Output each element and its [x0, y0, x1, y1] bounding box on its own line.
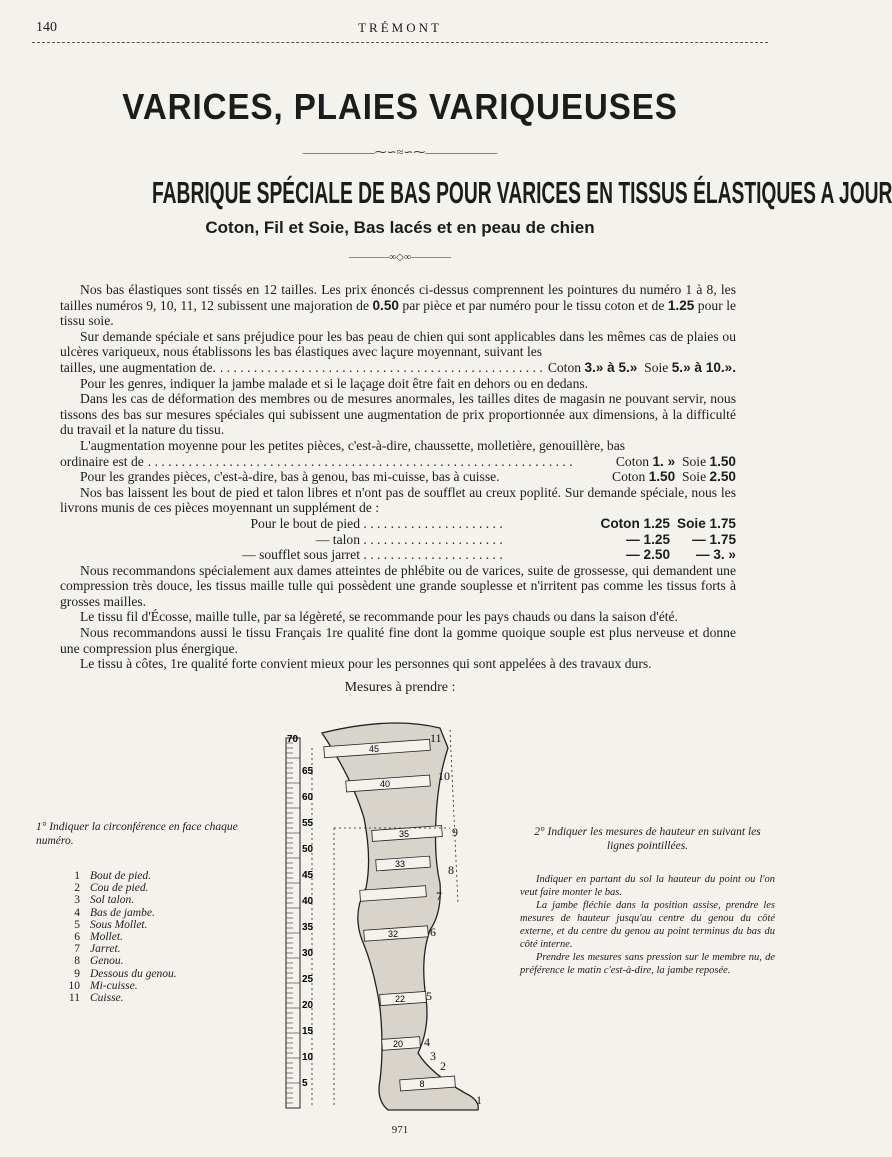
body-text — [60, 282, 736, 672]
running-title: TRÉMONT — [358, 20, 442, 35]
leg-number: 3 — [430, 1049, 436, 1063]
price-row-large: Pour les grandes pièces, c'est-à-dire, bas à genou, bas mi-cuisse, bas à cuisse. Coton 1.50 Soie 2.50 — [80, 469, 736, 485]
supplement-row: — soufflet sous jarret . . . . . . . . . . . . . . . . . . . . . — 2.50 — 3. » — [242, 547, 736, 563]
legend-item — [64, 907, 177, 919]
legend-number: 2 — [74, 882, 80, 895]
right-instructions: Indiquer en partant du sol la hauteur du point ou l'on veut faire monter le bas. La jambe fléchie dans la position assise, prendre les mesures de hauteur jusqu'au centre du genou du côté externe, et du centre du genou au point terminus du bas du côté interne. Prendre les mesures sans pression sur le membre nu, de préférence le matin c'est-à-dire, la jambe reposée. — [520, 874, 775, 976]
band-label: 22 — [395, 994, 406, 1004]
band-label: 20 — [393, 1039, 404, 1049]
legend-number: 8 — [74, 955, 80, 968]
ruler-label: 40 — [302, 896, 314, 907]
legend-text: Cou de pied. — [90, 882, 149, 895]
band-label: 32 — [388, 929, 399, 939]
ruler-label: 35 — [302, 922, 314, 933]
ruler-label: 50 — [302, 844, 314, 855]
legend-item — [64, 931, 177, 943]
legend-number: 11 — [68, 992, 80, 1005]
leg-number: 6 — [430, 925, 436, 939]
ruler-label: 70 — [287, 734, 299, 745]
legend-number: 7 — [74, 943, 80, 956]
leg-number: 4 — [424, 1035, 430, 1049]
paragraph-sizes: Nos bas élastiques sont tissés en 12 tailles. Les prix énoncés ci-dessus comprennent les pointures du numéro 1 à 8, les tailles numéros 9, 10, 11, 12 subissent une majoration de 0.50 par pièce et par numéro pour le tissu coton et de 1.25 pour le tissu soie. — [60, 282, 737, 329]
ruler-label: 10 — [302, 1052, 314, 1063]
legend-item — [64, 894, 177, 906]
paragraph-supplement: Nos bas laissent les bout de pied et talon libres et n'ont pas de soufflet au creux poplité. Sur demande spéciale, nous les livrons munis de ces pièces moyennant un supplément de : — [60, 484, 736, 516]
measures-title: Mesures à prendre : — [344, 680, 456, 695]
legend-item — [64, 955, 177, 967]
ruler-label: 25 — [302, 974, 314, 985]
legend-text: Mi-cuisse. — [90, 979, 138, 992]
legend-number: 5 — [74, 918, 80, 931]
legend-text: Mollet. — [90, 931, 123, 944]
band-label: 40 — [380, 779, 391, 789]
ruler-label: 15 — [302, 1026, 314, 1037]
ruler-label: 60 — [302, 792, 314, 803]
legend-text: Jarret. — [90, 943, 121, 956]
paragraph-augmentation: L'augmentation moyenne pour les petites pièces, c'est-à-dire, chaussette, molletière, genouillère, bas — [80, 437, 626, 453]
supplement-row: Pour le bout de pied . . . . . . . . . . . . . . . . . . . . . Coton 1.25 Soie 1.75 — [250, 515, 736, 531]
legend-item — [64, 968, 177, 980]
figure-number: 971 — [391, 1124, 409, 1136]
measure-legend — [64, 870, 177, 1004]
legend-text: Sol talon. — [90, 894, 135, 907]
ruler-label: 20 — [302, 1000, 314, 1011]
page-title: VARICES, PLAIES VARIQUEUSES — [122, 86, 678, 127]
leg-number: 9 — [452, 825, 458, 839]
band-label: 33 — [395, 859, 406, 869]
legend-number: 9 — [74, 967, 80, 980]
paragraph-recommend: Nous recommandons spécialement aux dames atteintes de phlébite ou de varices, suite de grossesse, qui demandent une compression très douce, les tissus maille tulle qui possèdent une grande souplesse et n'irritent pas comme les tissus forts à grosses mailles. — [60, 562, 736, 609]
legend-number: 10 — [68, 979, 80, 992]
legend-number: 1 — [74, 870, 80, 882]
leg-number: 10 — [438, 769, 450, 783]
legend-item — [64, 980, 177, 992]
paragraph-ecosse: Le tissu fil d'Écosse, maille tulle, par sa légèreté, se recommande pour les pays chauds ou dans la saison d'été. — [80, 609, 678, 625]
materials-line: Coton, Fil et Soie, Bas lacés et en peau de chien — [205, 218, 595, 237]
price-row-small: ordinaire est de . . . . . . . . . . . . . . . . . . . . . . . . . . . . . . . . . . . . . . . . . . . . . . . . . . . . . . . . . . . . . . . Coton 1. » Soie 1.50 — [60, 453, 736, 469]
ruler-label: 45 — [302, 870, 314, 881]
ruler-label: 65 — [302, 766, 314, 777]
paragraph-lacing: Sur demande spéciale et sans préjudice pour les bas peau de chien qui sont applicables dans les mêmes cas de plaies ou ulcères variqueux, nous établissons les bas élastiques avec laçure moyennant, suivant les — [60, 328, 736, 360]
ruler-label: 55 — [302, 818, 314, 829]
header-rule — [32, 42, 768, 43]
left-note: 1° Indiquer la circonférence en face chaque numéro. — [36, 821, 238, 847]
legend-number: 4 — [74, 906, 80, 919]
legend-text: Bas de jambe. — [90, 906, 155, 919]
leg-number: 1 — [476, 1093, 482, 1107]
ruler-label: 5 — [302, 1078, 308, 1089]
leg-number: 8 — [448, 863, 454, 877]
leg-number: 7 — [436, 889, 442, 903]
legend-item — [64, 870, 177, 882]
legend-item — [64, 919, 177, 931]
leg-measurement-figure — [280, 708, 490, 1113]
legend-text: Cuisse. — [90, 992, 124, 1005]
right-note: 2° Indiquer les mesures de hauteur en suivant les lignes pointillées. — [534, 826, 761, 852]
paragraph-francais: Nous recommandons aussi le tissu Français 1re qualité fine dont la gomme quoique souple est plus nerveuse et donne une compression plus énergique. — [60, 625, 736, 656]
legend-number: 3 — [74, 894, 80, 907]
legend-item — [64, 882, 177, 894]
band-label: 8 — [419, 1079, 425, 1089]
paragraph-genres: Pour les genres, indiquer la jambe malade et si le laçage doit être fait en dehors ou en dedans. — [80, 375, 589, 391]
legend-text: Dessous du genou. — [90, 967, 177, 980]
leg-number: 11 — [430, 731, 442, 745]
legend-number: 6 — [74, 931, 80, 944]
legend-item — [64, 992, 177, 1004]
legend-text: Bout de pied. — [90, 870, 151, 882]
paragraph-deformation: Dans les cas de déformation des membres ou de mesures anormales, les tailles dites de magasin ne pouvant servir, nous tissons des bas sur mesures spéciales qui subissent une augmentation de prix proportionnée aux dimensions, à la difficulté du travail et la nature du tissu. — [60, 391, 736, 438]
supplement-row: — talon . . . . . . . . . . . . . . . . . . . . . — 1.25 — 1.75 — [315, 531, 736, 547]
ornament-divider: ——————⁓∽≈∽⁓—————— — [302, 145, 498, 159]
subtitle: FABRIQUE SPÉCIALE DE BAS POUR VARICES EN TISSUS ÉLASTIQUES A JOUR — [152, 175, 892, 210]
page-number: 140 — [36, 20, 57, 35]
legend-text: Sous Mollet. — [90, 918, 148, 931]
leg-number: 5 — [426, 989, 432, 1003]
legend-item — [64, 943, 177, 955]
ornament-divider-small: ————∞◇∞———— — [349, 252, 451, 263]
legend-text: Genou. — [90, 955, 124, 968]
ruler-label: 30 — [302, 948, 314, 959]
band-label: 45 — [369, 744, 380, 754]
paragraph-cotes: Le tissu à côtes, 1re qualité forte convient mieux pour les personnes qui sont appelées à des travaux durs. — [80, 656, 652, 672]
band-label: 35 — [399, 829, 410, 839]
price-row-lacing: tailles, une augmentation de. . . . . . . . . . . . . . . . . . . . . . . . . . . . . . . . . . . . . . . . . . . . . . . . . Coton 3.» à 5.» Soie 5.» à 10.». — [60, 359, 736, 375]
leg-number: 2 — [440, 1059, 446, 1073]
